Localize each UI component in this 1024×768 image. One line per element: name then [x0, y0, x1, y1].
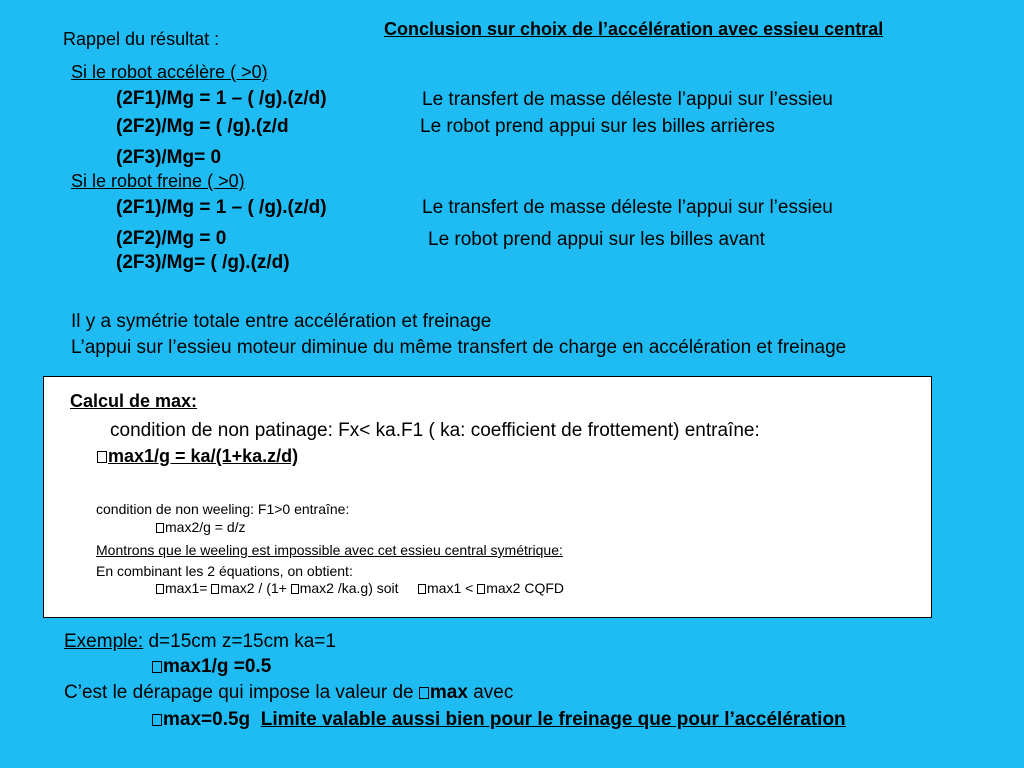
calcul-box — [43, 376, 932, 618]
mu-glyph-icon — [418, 584, 426, 594]
accel-heading — [71, 62, 268, 83]
rappel-label: Rappel du résultat : — [63, 29, 220, 49]
accel-eq1-note: Le transfert de masse déleste l’appui sur l’essieu — [422, 89, 833, 110]
res3a: max1= — [165, 580, 208, 596]
brake-eq1: (2F1)/Mg = 1 – ( /g).(z/d) — [116, 197, 327, 218]
mu-glyph-icon — [156, 584, 164, 594]
cond1: condition de non patinage: Fx< ka.F1 ( ka: coefficient de frottement) entraîne: — [110, 420, 760, 441]
res2 — [156, 519, 246, 535]
mu-glyph-icon — [477, 584, 485, 594]
exemple-label: Exemple: — [64, 631, 144, 652]
res3 — [156, 580, 564, 596]
symmetry-line2: L’appui sur l’essieu moteur diminue du même transfert de charge en accélération et freinage — [71, 337, 847, 358]
mu-glyph-icon — [291, 584, 299, 594]
exemple-line — [64, 631, 336, 653]
mu-glyph-icon — [419, 687, 429, 699]
brake-eq2-note: Le robot prend appui sur les billes avant — [428, 229, 765, 250]
derapage-text: C’est le dérapage qui impose la valeur de — [64, 682, 414, 703]
brake-heading: Si le robot freine ( >0) — [71, 171, 245, 191]
derapage-line — [64, 682, 513, 704]
mu-glyph-icon — [152, 661, 162, 673]
accel-eq3: (2F3)/Mg= 0 — [116, 147, 222, 168]
exemple-res-text: max1/g =0.5 — [163, 656, 272, 677]
accel-eq2-note: Le robot prend appui sur les billes arrières — [420, 116, 775, 137]
res1 — [97, 446, 298, 467]
avec-word: avec — [473, 682, 514, 703]
calcul-heading — [70, 391, 197, 412]
res3b: max2 / (1+ — [220, 580, 287, 596]
res3c: max2 /ka.g) soit — [299, 580, 399, 596]
res3e: max2 CQFD — [486, 580, 565, 596]
max-word: max — [429, 682, 468, 703]
mu-glyph-icon — [156, 523, 164, 533]
accel-heading-text: Si le robot accélère ( >0) — [71, 62, 268, 82]
final-line — [152, 709, 846, 731]
res2-text: max2/g = d/z — [165, 519, 246, 535]
brake-eq1-note: Le transfert de masse déleste l’appui sur l’essieu — [422, 197, 833, 218]
final-value: max=0.5g — [163, 709, 251, 730]
cond2: condition de non weeling: F1>0 entraîne: — [96, 501, 350, 517]
accel-eq2: (2F2)/Mg = ( /g).(z/d — [116, 116, 289, 137]
accel-eq1: (2F1)/Mg = 1 – ( /g).(z/d) — [116, 88, 327, 109]
montrons: Montrons que le weeling est impossible avec cet essieu central symétrique: — [96, 542, 563, 558]
exemple-values: d=15cm z=15cm ka=1 — [143, 631, 336, 652]
combinant: En combinant les 2 équations, on obtient: — [96, 563, 353, 579]
calcul-heading-text: Calcul de max: — [70, 391, 198, 411]
symmetry-line1: Il y a symétrie totale entre accélération et freinage — [71, 311, 492, 332]
res1-text: max1/g = ka/(1+ka.z/d) — [108, 446, 299, 466]
page-title: Conclusion sur choix de l’accélération avec essieu central — [384, 19, 884, 39]
limite-text: Limite valable aussi bien pour le freinage que pour l’accélération — [260, 709, 846, 730]
exemple-res — [152, 656, 271, 678]
brake-eq3: (2F3)/Mg= ( /g).(z/d) — [116, 252, 290, 273]
mu-glyph-icon — [152, 714, 162, 726]
res3d: max1 < — [427, 580, 474, 596]
mu-glyph-icon — [211, 584, 219, 594]
brake-eq2: (2F2)/Mg = 0 — [116, 228, 227, 249]
mu-glyph-icon — [97, 451, 107, 463]
